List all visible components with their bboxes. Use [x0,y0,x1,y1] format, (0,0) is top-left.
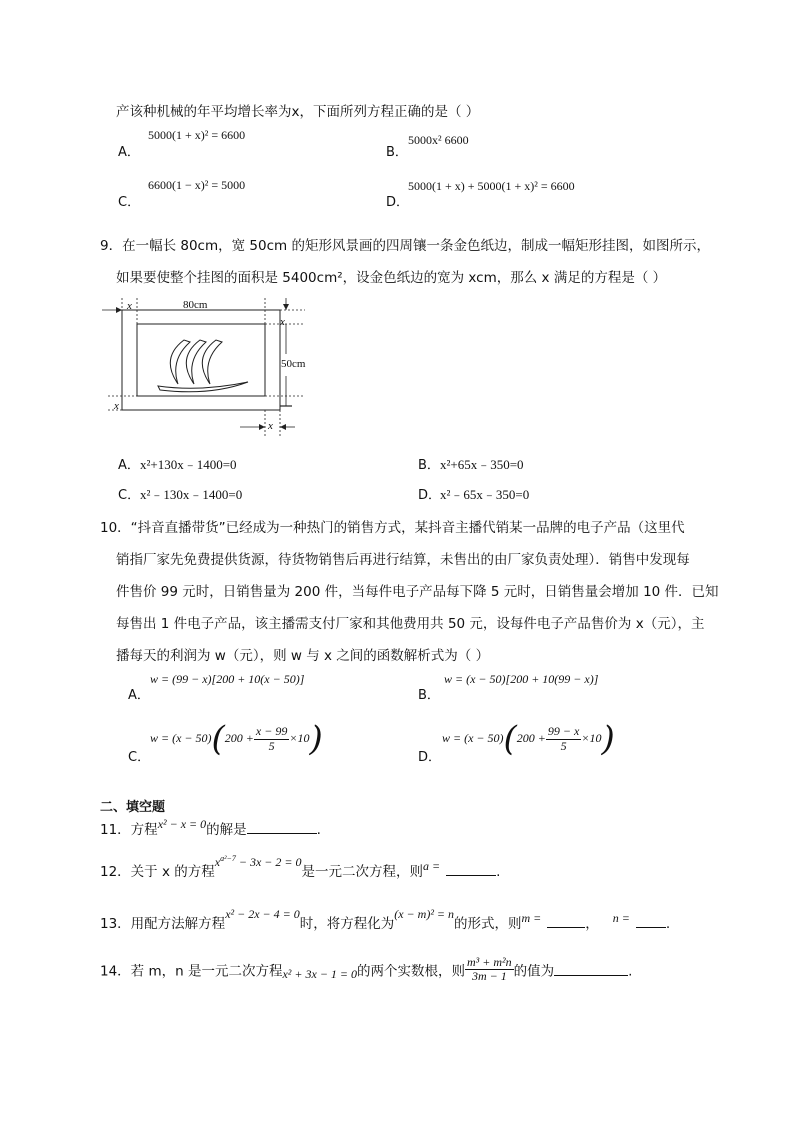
q14-post: 的值为 [513,963,555,980]
q11-equation: x² − x = 0 [157,817,207,831]
q13-end: . [665,916,671,932]
q9-option-b-expr: x²+65x﹣350=0 [440,457,524,472]
q9-option-d-label: D． [418,488,442,503]
q10-d-numerator: 99 − x [547,724,580,739]
q12-eq-rest: − 3x − 2 = 0 [235,855,302,869]
q13-mid: 时，将方程化为 [299,916,395,932]
q14-numerator: m³ + m²n [467,955,512,969]
q10-c-post: ×10 [289,730,310,745]
q10-option-b-expr: w = (x − 50)[200 + 10(99 − x)] [444,672,599,686]
q13-m: m = [521,911,542,925]
q10-option-d-expr: w = (x − 50)(200 + $\frac{99 - x}{5}$ ×10) [442,719,615,759]
q8-option-a-label: A． [118,145,140,160]
q10-option-c-label: C． [128,750,151,765]
q11-pre: 11．方程 [100,822,158,838]
q8-stem-tail: 产该种机械的年平均增长率为x，下面所列方程正确的是（ ） [116,104,480,120]
q10-d-inner: 200 + [516,730,546,745]
q9-figure-width-label: 50cm [281,358,306,370]
q13-pre: 13．用配方法解方程 [100,916,226,932]
q14-pre: 14．若 m，n 是一元二次方程 [100,963,283,980]
q8-option-b-expr: 5000x² 6600 [408,133,469,147]
q10-line-1: 10．“抖音直播带货”已经成为一种热门的销售方式，某抖音主播代销某一品牌的电子产品（这里代 [100,520,685,536]
q10-d-post: ×10 [581,730,602,745]
q9-option-b-label: B． [418,458,440,473]
q9-figure-x-top: x [127,300,132,312]
q14-equation: x² + 3x − 1 = 0 [282,966,358,981]
q12-answer-blank[interactable] [446,861,496,876]
q14 [100,955,633,985]
q12-mid: 是一元二次方程，则 [301,864,423,880]
q12-pre: 12．关于 x 的方程 [100,864,215,880]
q8-option-d-label: D． [386,195,410,210]
q13-n: n = [612,911,630,925]
q9-figure-x-left: x [114,400,119,412]
q9-line-2: 如果要使整个挂图的面积是 5400cm²，设金色纸边的宽为 xcm，那么 x 满足的方程是（ ） [116,270,667,286]
q13-sep: ， [585,916,599,932]
q13-form: (x − m)² = n [394,907,455,921]
q10-option-d-label: D． [418,750,442,765]
q13 [100,907,671,932]
q11 [100,818,321,838]
q13-mid2: 的形式，则 [454,916,522,932]
q9-figure [100,296,310,441]
q10-d-denominator: 5 [560,738,567,753]
q10-line-3: 件售价 99 元时，日销售量为 200 件，当每件电子产品每下降 5 元时，日销售量会增加 10 件．已知 [116,584,719,600]
q10-c-denominator: 5 [268,738,275,753]
q9-option-c-expr: x²﹣130x﹣1400=0 [140,487,243,502]
q12-eq-base: x [214,855,221,869]
q9-option-d-expr: x²﹣65x﹣350=0 [440,487,530,502]
q14-mid: 的两个实数根，则 [357,963,466,980]
q11-end: . [316,822,321,838]
q10-option-a-label: A． [128,688,150,703]
q8-option-b-label: B． [386,145,408,160]
q8-option-c-expr: 6600(1 − x)² = 5000 [148,178,246,192]
q10-line-4: 每售出 1 件电子产品，该主播需支付厂家和其他费用共 50 元，设每件电子产品售价为 x（元），主 [116,616,705,632]
q14-end: . [628,963,633,980]
q8-option-c-label: C． [118,195,141,210]
q9-option-c-label: C． [118,488,141,503]
q9-figure-length-label: 80cm [183,299,208,311]
q10-c-pre: w = (x − 50) [150,730,212,745]
q13-m-blank[interactable] [547,913,585,928]
section-title-fill-in: 二、填空题 [100,800,166,815]
q10-option-c-expr: w = (x − 50)(200 + $\frac{x - 99}{5}$ ×10) [150,719,323,759]
q14-denominator: 3m − 1 [471,969,507,984]
q10-line-2: 销指厂家先免费提供货源，待货物销售后再进行结算，未售出的由厂家负责处理）．销售中发现每 [116,552,690,568]
q12-eq-exponent: a²−7 [220,854,236,863]
q10-option-b-label: B． [418,688,440,703]
q9-option-a-label: A． [118,458,140,473]
q8-option-a-expr: 5000(1 + x)² = 6600 [148,128,246,142]
q11-post: 的解是 [206,822,247,838]
q12-end: . [496,864,501,880]
q10-d-pre: w = (x − 50) [442,730,504,745]
q13-equation: x² − 2x − 4 = 0 [225,907,300,921]
q10-c-numerator: x − 99 [255,724,288,739]
q9-option-a-expr: x²+130x﹣1400=0 [140,457,237,472]
q9-figure-x-right: x [280,316,285,328]
q9-figure-x-bottom: x [268,420,273,432]
q12-var: a = [423,859,441,873]
q10-c-inner: 200 + [224,730,254,745]
q10-option-a-expr: w = (99 − x)[200 + 10(x − 50)] [150,672,305,686]
q12 [100,854,501,880]
q8-option-d-expr: 5000(1 + x) + 5000(1 + x)² = 6600 [408,179,575,193]
q14-answer-blank[interactable] [554,961,628,976]
q13-n-blank[interactable] [636,913,666,928]
q11-answer-blank[interactable] [247,819,317,834]
picture-frame-diagram [100,296,310,441]
q10-line-5: 播每天的利润为 w（元），则 w 与 x 之间的函数解析式为（ ） [116,648,490,664]
q9-line-1: 9．在一幅长 80cm，宽 50cm 的矩形风景画的四周镶一条金色纸边，制成一幅矩形挂图，如图所示， [100,238,710,254]
